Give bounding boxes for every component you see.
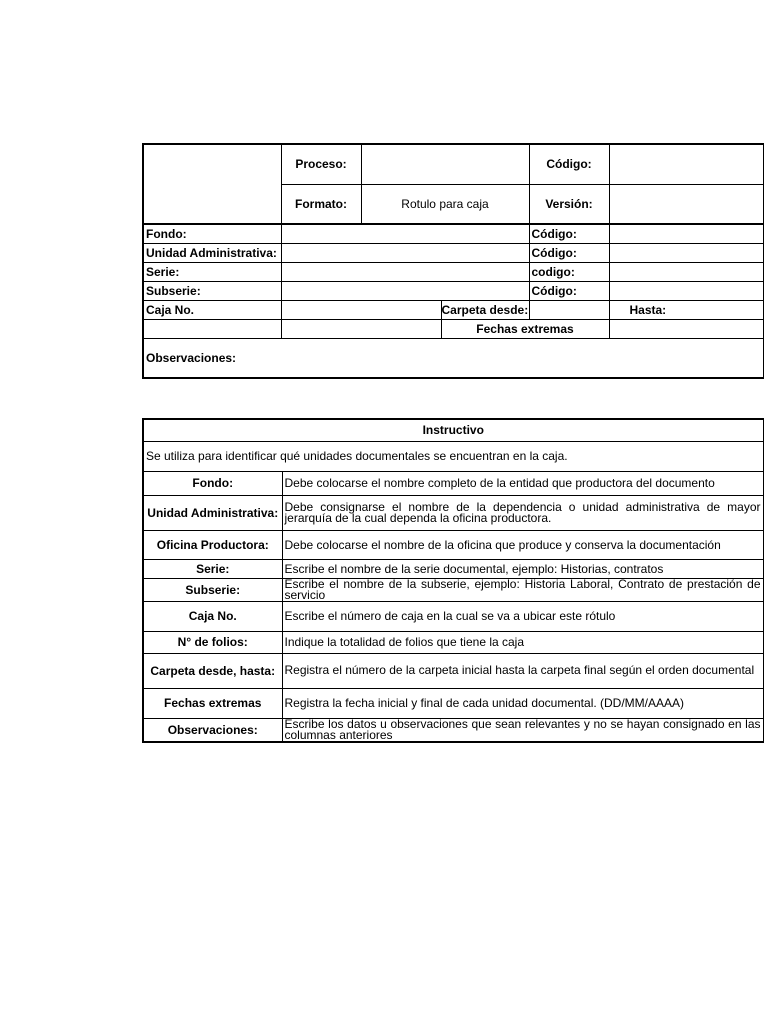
fondo-codigo-value[interactable] [609, 224, 763, 243]
fechas-extremas-label: Fechas extremas [441, 319, 609, 338]
fechas-extremas-value[interactable] [609, 319, 763, 338]
hasta-label: Hasta: [609, 300, 763, 319]
instr-desc-carpeta: Registra el número de la carpeta inicial hasta la carpeta final según el orden documental [282, 653, 763, 688]
instr-label-fechas: Fechas extremas [143, 688, 282, 718]
serie-codigo-label: codigo: [529, 262, 609, 281]
observaciones-label: Observaciones: [143, 338, 763, 378]
proceso-value[interactable] [361, 144, 529, 184]
serie-value[interactable] [281, 262, 529, 281]
instr-desc-unidad: Debe consignarse el nombre de la dependencia o unidad administrativa de mayor jerarquía de la cual dependa la oficina productora. [282, 495, 763, 530]
instructivo-table [142, 418, 764, 743]
form-container [142, 143, 688, 382]
instr-label-subserie: Subserie: [143, 578, 282, 601]
caja-label: Caja No. [143, 300, 281, 319]
serie-codigo-value[interactable] [609, 262, 763, 281]
caja-blank [143, 319, 281, 338]
instr-label-caja: Caja No. [143, 601, 282, 631]
instr-desc-observaciones: Escribe los datos u observaciones que sean relevantes y no se hayan consignado en las columnas anteriores [282, 718, 763, 742]
instr-label-oficina: Oficina Productora: [143, 530, 282, 559]
header-codigo-label: Código: [529, 144, 609, 184]
carpeta-desde-value[interactable] [529, 300, 609, 319]
carpeta-desde-label: Carpeta desde: [441, 300, 529, 319]
unidad-label: Unidad Administrativa: [143, 243, 281, 262]
logo-cell [143, 144, 281, 224]
instructivo-title: Instructivo [143, 419, 763, 441]
version-label: Versión: [529, 184, 609, 224]
instr-label-unidad: Unidad Administrativa: [143, 495, 282, 530]
unidad-codigo-label: Código: [529, 243, 609, 262]
subserie-label: Subserie: [143, 281, 281, 300]
subserie-codigo-label: Código: [529, 281, 609, 300]
formato-value: Rotulo para caja [361, 184, 529, 224]
fondo-value[interactable] [281, 224, 529, 243]
unidad-value[interactable] [281, 243, 529, 262]
instructivo-container [142, 418, 761, 742]
formato-label: Formato: [281, 184, 361, 224]
instr-desc-oficina: Debe colocarse el nombre de la oficina que produce y conserva la documentación [282, 530, 763, 559]
caja-value[interactable] [281, 300, 441, 319]
instr-desc-serie: Escribe el nombre de la serie documental, ejemplo: Historias, contratos [282, 559, 763, 578]
serie-label: Serie: [143, 262, 281, 281]
header-codigo-value[interactable] [609, 144, 763, 184]
instr-desc-fondo: Debe colocarse el nombre completo de la entidad que productora del documento [282, 471, 763, 495]
instr-desc-fechas: Registra la fecha inicial y final de cada unidad documental. (DD/MM/AAAA) [282, 688, 763, 718]
subserie-codigo-value[interactable] [609, 281, 763, 300]
instr-desc-subserie: Escribe el nombre de la subserie, ejemplo: Historia Laboral, Contrato de prestación de servicio [282, 578, 763, 601]
version-value[interactable] [609, 184, 763, 224]
instr-label-fondo: Fondo: [143, 471, 282, 495]
fechas-blank [281, 319, 441, 338]
fondo-label: Fondo: [143, 224, 281, 243]
subserie-value[interactable] [281, 281, 529, 300]
instr-label-folios: N° de folios: [143, 631, 282, 653]
instr-label-carpeta: Carpeta desde, hasta: [143, 653, 282, 688]
fondo-codigo-label: Código: [529, 224, 609, 243]
rotulo-form-table [142, 143, 764, 379]
instr-label-serie: Serie: [143, 559, 282, 578]
unidad-codigo-value[interactable] [609, 243, 763, 262]
instr-desc-caja: Escribe el número de caja en la cual se va a ubicar este rótulo [282, 601, 763, 631]
instr-desc-folios: Indique la totalidad de folios que tiene la caja [282, 631, 763, 653]
instr-label-observaciones: Observaciones: [143, 718, 282, 742]
instructivo-intro: Se utiliza para identificar qué unidades documentales se encuentran en la caja. [143, 441, 763, 471]
proceso-label: Proceso: [281, 144, 361, 184]
